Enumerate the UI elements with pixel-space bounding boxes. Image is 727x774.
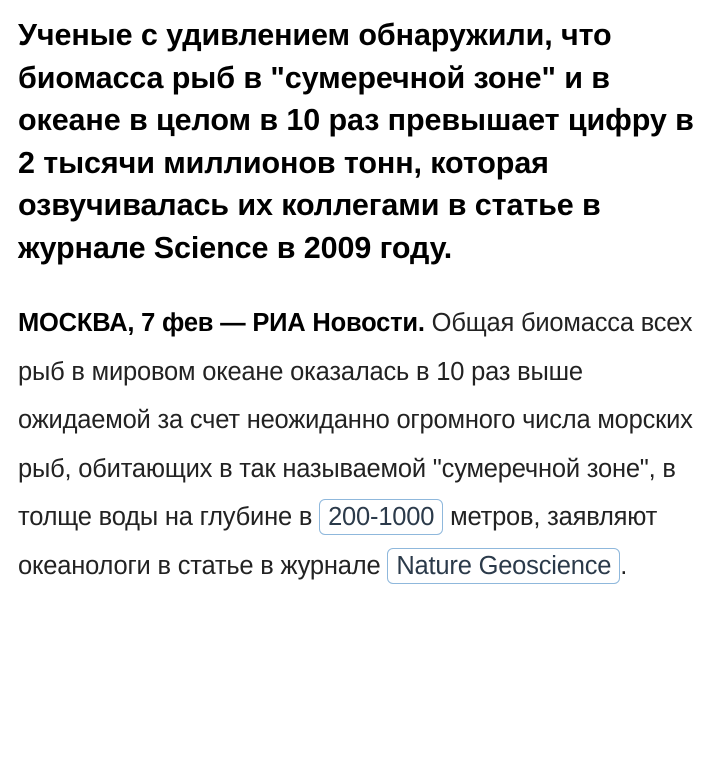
journal-link[interactable]: Nature Geoscience bbox=[387, 548, 620, 584]
body-text-part2: метров, заявляют океанологи в статье в журнале bbox=[18, 503, 658, 580]
body-text-end: . bbox=[620, 551, 628, 580]
depth-link[interactable]: 200-1000 bbox=[319, 499, 443, 535]
body-text-part1: Общая биомасса всех рыб в мировом океане оказалась в 10 раз выше ожидаемой за счет неожиданно огромного числа морских рыб, обитающих в так называемой "сумеречной зоне", в толще воды на глубине в bbox=[18, 309, 693, 531]
article bbox=[18, 14, 698, 590]
article-body bbox=[18, 299, 698, 590]
dateline: МОСКВА, 7 фев — РИА Новости. bbox=[18, 309, 425, 337]
article-lead: Ученые с удивлением обнаружили, что биомасса рыб в "сумеречной зоне" и в океане в целом в 10 раз превышает цифру в 2 тысячи миллионов тонн, которая озвучивалась их коллегами в статье в журнале Science в 2009 году. bbox=[18, 18, 694, 265]
